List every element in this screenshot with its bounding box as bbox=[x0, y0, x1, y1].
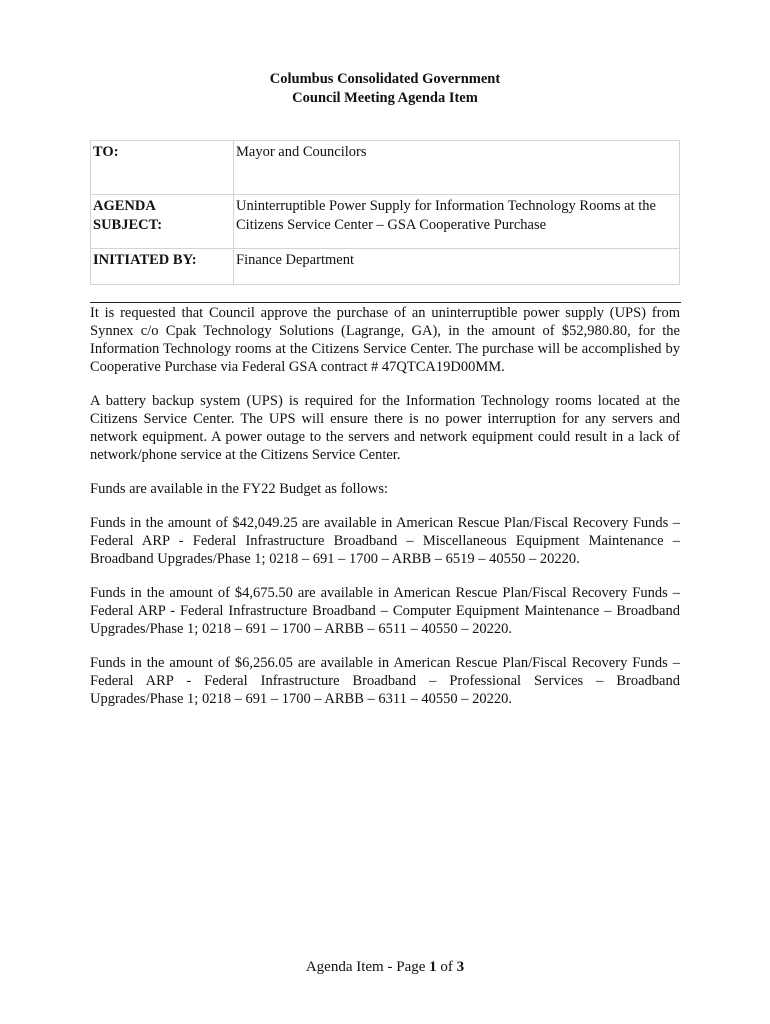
to-label: TO: bbox=[91, 141, 234, 195]
footer-of: of bbox=[436, 959, 457, 975]
agenda-subject-label-line1: AGENDA bbox=[93, 198, 156, 214]
footer-prefix: Agenda Item - Page bbox=[305, 959, 430, 975]
to-value: Mayor and Councilors bbox=[234, 141, 680, 195]
agenda-subject-label bbox=[91, 195, 234, 249]
organization-name: Columbus Consolidated Government bbox=[269, 71, 501, 87]
body-paragraph: It is requested that Council approve the purchase of an uninterruptible power supply (UPS) from Synnex c/o Cpak Technology Solutions (Lagrange, GA), in the amount of $52,980.80, for the Information Technology rooms at the Citizens Service Center. The purchase will be accomplished by Cooperative Purchase via Federal GSA contract # 47QTCA19D00MM. bbox=[90, 305, 680, 375]
body-paragraph: Funds in the amount of $4,675.50 are available in American Rescue Plan/Fiscal Recovery Funds – Federal ARP - Federal Infrastructure Broadband – Computer Equipment Maintenance – Broadband Upgrades/Phase 1; 0218 – 691 – 1700 – ARBB – 6511 – 40550 – 20220. bbox=[90, 585, 680, 637]
body-paragraph: Funds in the amount of $6,256.05 are available in American Rescue Plan/Fiscal Recovery Funds – Federal ARP - Federal Infrastructure Broadband – Professional Services – Broadband Upgrades/Phase 1; 0218 – 691 – 1700 – ARBB – 6311 – 40550 – 20220. bbox=[90, 655, 680, 707]
initiated-by-label: INITIATED BY: bbox=[91, 249, 234, 285]
table-row bbox=[91, 195, 680, 249]
section-divider bbox=[90, 302, 681, 303]
page-footer bbox=[0, 957, 770, 977]
agenda-subject-label-line2: SUBJECT: bbox=[93, 217, 163, 233]
table-row bbox=[91, 249, 680, 285]
total-page-count: 3 bbox=[456, 959, 465, 975]
agenda-subject-value: Uninterruptible Power Supply for Information Technology Rooms at the Citizens Service Center – GSA Cooperative Purchase bbox=[234, 195, 680, 249]
current-page-number: 1 bbox=[429, 959, 437, 975]
agenda-info-table bbox=[90, 140, 680, 285]
initiated-by-value: Finance Department bbox=[234, 249, 680, 285]
document-header bbox=[0, 70, 770, 108]
agenda-body bbox=[90, 304, 680, 724]
body-paragraph: A battery backup system (UPS) is required for the Information Technology rooms located at the Citizens Service Center. The UPS will ensure there is no power interruption for any servers and network equipment. A power outage to the servers and network equipment could result in a lack of network/phone service at the Citizens Service Center. bbox=[90, 393, 680, 463]
table-row bbox=[91, 141, 680, 195]
body-paragraph: Funds are available in the FY22 Budget as follows: bbox=[90, 481, 389, 497]
document-title: Council Meeting Agenda Item bbox=[292, 90, 478, 106]
body-paragraph: Funds in the amount of $42,049.25 are available in American Rescue Plan/Fiscal Recovery Funds – Federal ARP - Federal Infrastructure Broadband – Miscellaneous Equipment Maintenance – Broadband Upgrades/Phase 1; 0218 – 691 – 1700 – ARBB – 6519 – 40550 – 20220. bbox=[90, 515, 680, 567]
